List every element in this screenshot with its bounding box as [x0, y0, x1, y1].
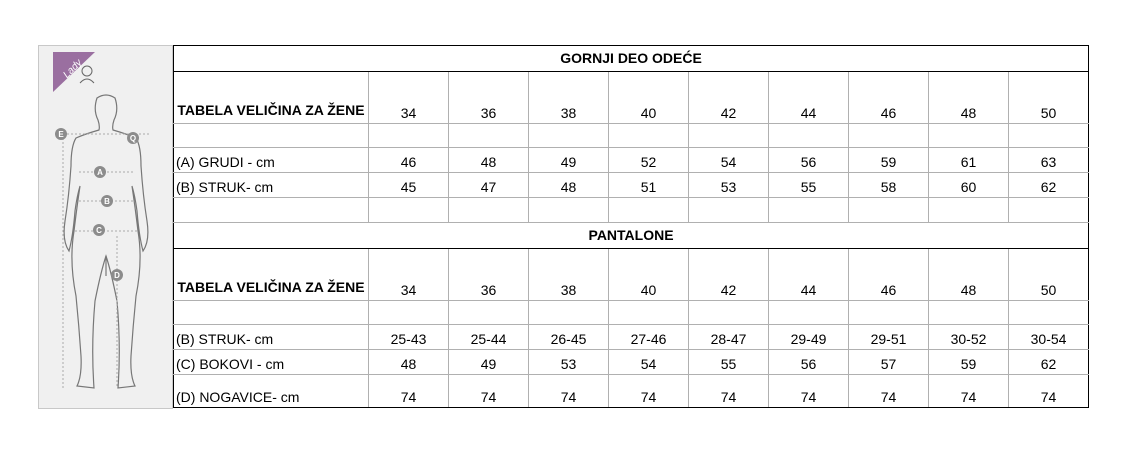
value-cell: 74: [449, 375, 529, 408]
value-cell: 61: [929, 148, 1009, 173]
value-cell: 56: [769, 350, 849, 375]
lady-badge-text: Lady: [61, 57, 85, 81]
value-cell: 48: [529, 173, 609, 198]
size-cell: 42: [689, 72, 769, 124]
value-cell: 45: [369, 173, 449, 198]
top-size-header-row: [174, 72, 1089, 124]
marker-c-label: C: [96, 226, 102, 235]
value-cell: 49: [529, 148, 609, 173]
value-cell: 63: [1009, 148, 1089, 173]
row-label: (D) NOGAVICE- cm: [174, 375, 369, 408]
marker-e-label: E: [58, 130, 64, 139]
body-outline-illustration: [39, 46, 174, 410]
value-cell: 25-43: [369, 325, 449, 350]
size-chart: [173, 45, 1088, 409]
value-cell: 58: [849, 173, 929, 198]
spacer-row: [174, 301, 1089, 325]
row-label: (A) GRUDI - cm: [174, 148, 369, 173]
value-cell: 74: [849, 375, 929, 408]
spacer-row: [174, 198, 1089, 223]
value-cell: 30-52: [929, 325, 1009, 350]
value-cell: 25-44: [449, 325, 529, 350]
value-cell: 46: [369, 148, 449, 173]
value-cell: 74: [529, 375, 609, 408]
value-cell: 62: [1009, 173, 1089, 198]
value-cell: 60: [929, 173, 1009, 198]
size-cell: 38: [529, 72, 609, 124]
value-cell: 57: [849, 350, 929, 375]
spacer-row: [174, 124, 1089, 148]
value-cell: 48: [369, 350, 449, 375]
size-cell: 34: [369, 249, 449, 301]
value-cell: 74: [929, 375, 1009, 408]
value-cell: 51: [609, 173, 689, 198]
value-cell: 47: [449, 173, 529, 198]
value-cell: 26-45: [529, 325, 609, 350]
woman-face-icon: [80, 66, 94, 83]
bottom-size-header-row: [174, 249, 1089, 301]
row-label: (B) STRUK- cm: [174, 325, 369, 350]
value-cell: 59: [849, 148, 929, 173]
value-cell: 54: [609, 350, 689, 375]
body-figure-panel: [38, 45, 173, 409]
size-cell: 44: [769, 249, 849, 301]
value-cell: 74: [1009, 375, 1089, 408]
bottom-section-title: PANTALONE: [174, 223, 1089, 249]
value-cell: 74: [369, 375, 449, 408]
size-cell: 34: [369, 72, 449, 124]
marker-a-label: A: [97, 168, 103, 177]
value-cell: 62: [1009, 350, 1089, 375]
size-cell: 38: [529, 249, 609, 301]
size-cell: 46: [849, 249, 929, 301]
top-header-label: TABELA VELIČINA ZA ŽENE: [174, 72, 369, 124]
size-cell: 44: [769, 72, 849, 124]
size-cell: 40: [609, 249, 689, 301]
value-cell: 27-46: [609, 325, 689, 350]
size-cell: 48: [929, 72, 1009, 124]
size-cell: 36: [449, 249, 529, 301]
top-section-title: GORNJI DEO ODEĆE: [174, 46, 1089, 72]
value-cell: 30-54: [1009, 325, 1089, 350]
marker-q-label: Q: [129, 134, 137, 143]
value-cell: 54: [689, 148, 769, 173]
value-cell: 53: [529, 350, 609, 375]
table-row: [174, 173, 1089, 198]
table-row: [174, 375, 1089, 408]
table-row: [174, 148, 1089, 173]
value-cell: 49: [449, 350, 529, 375]
table-row: [174, 325, 1089, 350]
bottom-header-label: TABELA VELIČINA ZA ŽENE: [174, 249, 369, 301]
value-cell: 74: [609, 375, 689, 408]
value-cell: 53: [689, 173, 769, 198]
value-cell: 48: [449, 148, 529, 173]
marker-d-label: D: [114, 271, 120, 280]
value-cell: 28-47: [689, 325, 769, 350]
size-cell: 40: [609, 72, 689, 124]
value-cell: 74: [689, 375, 769, 408]
size-cell: 46: [849, 72, 929, 124]
marker-b-label: B: [104, 197, 110, 206]
value-cell: 29-49: [769, 325, 849, 350]
size-cell: 50: [1009, 249, 1089, 301]
value-cell: 52: [609, 148, 689, 173]
row-label: (C) BOKOVI - cm: [174, 350, 369, 375]
value-cell: 59: [929, 350, 1009, 375]
size-cell: 50: [1009, 72, 1089, 124]
size-cell: 48: [929, 249, 1009, 301]
size-table: [173, 45, 1089, 408]
value-cell: 56: [769, 148, 849, 173]
value-cell: 55: [769, 173, 849, 198]
table-row: [174, 350, 1089, 375]
value-cell: 74: [769, 375, 849, 408]
value-cell: 55: [689, 350, 769, 375]
size-cell: 42: [689, 249, 769, 301]
row-label: (B) STRUK- cm: [174, 173, 369, 198]
size-cell: 36: [449, 72, 529, 124]
value-cell: 29-51: [849, 325, 929, 350]
